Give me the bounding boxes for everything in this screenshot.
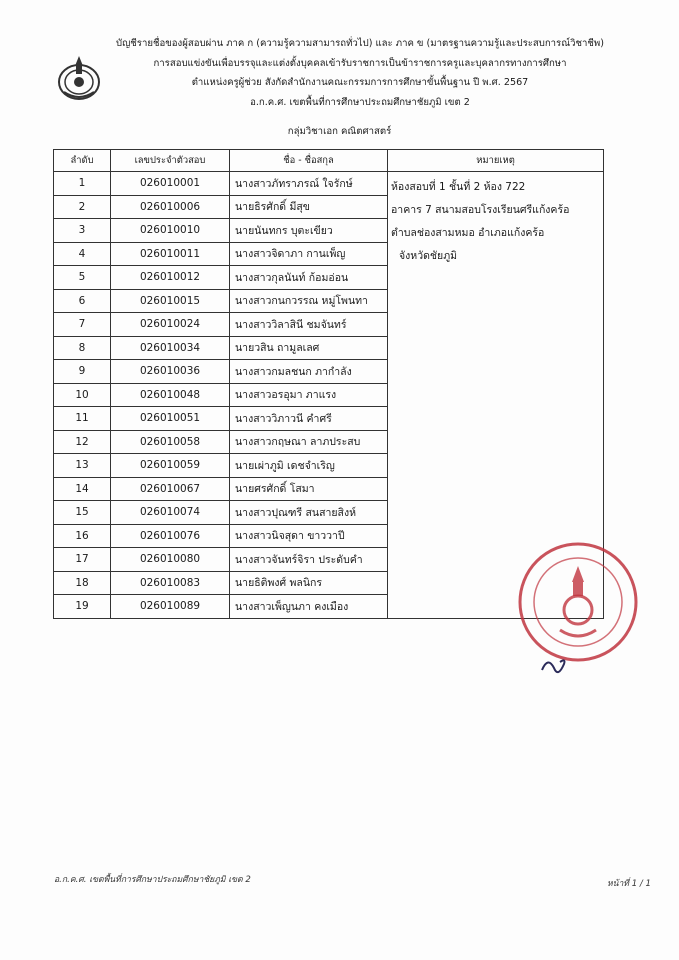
- row-name: นายธิติพงศ์ พลนิกร: [230, 571, 388, 595]
- row-exam-id: 026010006: [111, 195, 230, 219]
- row-name: นางสาวอรอุมา ภาแรง: [230, 383, 388, 407]
- table-row: [54, 430, 604, 454]
- row-exam-id: 026010034: [111, 336, 230, 360]
- row-remark: [388, 430, 604, 454]
- table-row: [54, 313, 604, 337]
- row-remark: [388, 407, 604, 431]
- row-order: 18: [54, 571, 111, 595]
- row-exam-id: 026010011: [111, 242, 230, 266]
- row-remark: [388, 454, 604, 478]
- row-name: นางสาวจิดาภา กานเพ็ญ: [230, 242, 388, 266]
- row-order: 9: [54, 360, 111, 384]
- row-remark: [388, 336, 604, 360]
- row-order: 16: [54, 524, 111, 548]
- table-header-row: [54, 150, 604, 172]
- row-order: 1: [54, 172, 111, 196]
- row-name: นางสาวภัทราภรณ์ ใจรักษ์: [230, 172, 388, 196]
- row-order: 13: [54, 454, 111, 478]
- row-order: 5: [54, 266, 111, 290]
- official-seal-stamp-icon: [512, 538, 652, 688]
- table-row: [54, 477, 604, 501]
- row-order: 15: [54, 501, 111, 525]
- row-name: นางสาวกนกวรรณ หมู่โพนทา: [230, 289, 388, 313]
- remark-line-2: อาคาร 7 สนามสอบโรงเรียนศรีแก้งคร้อ: [391, 204, 570, 216]
- row-exam-id: 026010051: [111, 407, 230, 431]
- row-exam-id: 026010036: [111, 360, 230, 384]
- header-line-3: ตำแหน่งครูผู้ช่วย สังกัดสำนักงานคณะกรรมการการศึกษาขั้นพื้นฐาน ปี พ.ศ. 2567: [191, 77, 529, 88]
- row-exam-id: 026010083: [111, 571, 230, 595]
- footer-office: อ.ก.ค.ศ. เขตพื้นที่การศึกษาประถมศึกษาชัยภูมิ เขต 2: [54, 875, 251, 885]
- row-exam-id: 026010089: [111, 595, 230, 619]
- row-order: 2: [54, 195, 111, 219]
- table-row: [54, 454, 604, 478]
- row-exam-id: 026010012: [111, 266, 230, 290]
- header-name: ชื่อ - ชื่อสกุล: [230, 150, 388, 172]
- remark-line-1: ห้องสอบที่ 1 ชั้นที่ 2 ห้อง 722: [391, 181, 526, 193]
- ministry-emblem-icon: [56, 52, 102, 102]
- header-line-1: บัญชีรายชื่อของผู้สอบผ่าน ภาค ก (ความรู้ความสามารถทั่วไป) และ ภาค ข (มาตรฐานความรู้และประสบการณ์วิชาชีพ): [116, 38, 604, 49]
- row-remark: [388, 313, 604, 337]
- row-order: 6: [54, 289, 111, 313]
- row-exam-id: 026010080: [111, 548, 230, 572]
- row-name: นายศรศักดิ์ โสมา: [230, 477, 388, 501]
- row-name: นางสาวกมลชนก ภากำลัง: [230, 360, 388, 384]
- row-order: 11: [54, 407, 111, 431]
- row-order: 17: [54, 548, 111, 572]
- row-order: 8: [54, 336, 111, 360]
- row-exam-id: 026010015: [111, 289, 230, 313]
- remark-line-3: ตำบลช่องสามหมอ อำเภอแก้งคร้อ: [391, 227, 545, 239]
- footer-page-number: หน้าที่ 1 / 1: [606, 879, 651, 889]
- row-order: 3: [54, 219, 111, 243]
- row-remark: [388, 360, 604, 384]
- remark-text: [391, 176, 569, 268]
- row-exam-id: 026010067: [111, 477, 230, 501]
- row-exam-id: 026010076: [111, 524, 230, 548]
- remark-line-4: จังหวัดชัยภูมิ: [399, 250, 458, 262]
- row-name: นายเผ่าภูมิ เดชจำเริญ: [230, 454, 388, 478]
- row-name: นางสาวกฤษณา ลาภประสบ: [230, 430, 388, 454]
- table-row: [54, 383, 604, 407]
- row-name: นางสาวปุณฑรี สนสายสิงห์: [230, 501, 388, 525]
- row-name: นางสาววิภาวนี คำศรี: [230, 407, 388, 431]
- document-header: [100, 34, 620, 112]
- row-name: นางสาวกุลนันท์ ก้อมอ่อน: [230, 266, 388, 290]
- row-exam-id: 026010074: [111, 501, 230, 525]
- row-exam-id: 026010048: [111, 383, 230, 407]
- row-name: นายนันทกร บุตะเขียว: [230, 219, 388, 243]
- row-order: 14: [54, 477, 111, 501]
- table-row: [54, 501, 604, 525]
- row-name: นายวสิน ถามูลเลศ: [230, 336, 388, 360]
- row-order: 12: [54, 430, 111, 454]
- header-order: ลำดับ: [54, 150, 111, 172]
- row-order: 10: [54, 383, 111, 407]
- row-exam-id: 026010024: [111, 313, 230, 337]
- row-exam-id: 026010059: [111, 454, 230, 478]
- row-name: นางสาวจันทร์จิรา ประดับคำ: [230, 548, 388, 572]
- row-order: 19: [54, 595, 111, 619]
- row-exam-id: 026010058: [111, 430, 230, 454]
- row-remark: [388, 501, 604, 525]
- row-remark: [388, 289, 604, 313]
- table-row: [54, 289, 604, 313]
- header-exam-id: เลขประจำตัวสอบ: [111, 150, 230, 172]
- header-remark: หมายเหตุ: [388, 150, 604, 172]
- row-remark: [388, 477, 604, 501]
- header-line-4: อ.ก.ค.ศ. เขตพื้นที่การศึกษาประถมศึกษาชัยภูมิ เขต 2: [250, 96, 470, 108]
- table-row: [54, 360, 604, 384]
- row-order: 4: [54, 242, 111, 266]
- row-remark: [388, 383, 604, 407]
- table-row: [54, 336, 604, 360]
- table-row: [54, 266, 604, 290]
- row-name: นายธิรศักดิ์ มีสุข: [230, 195, 388, 219]
- row-exam-id: 026010001: [111, 172, 230, 196]
- row-name: นางสาววิลาสินี ชมจันทร์: [230, 313, 388, 337]
- row-name: นางสาวเพ็ญนภา คงเมือง: [230, 595, 388, 619]
- row-remark: [388, 266, 604, 290]
- table-row: [54, 407, 604, 431]
- row-exam-id: 026010010: [111, 219, 230, 243]
- row-name: นางสาวนิจสุดา ขาววาปี: [230, 524, 388, 548]
- header-line-2: การสอบแข่งขันเพื่อบรรจุและแต่งตั้งบุคคลเข้ารับราชการเป็นข้าราชการครูและบุคลากรทางการศึกษา: [153, 57, 567, 69]
- subject-group-label: กลุ่มวิชาเอก คณิตศาสตร์: [287, 126, 392, 137]
- row-order: 7: [54, 313, 111, 337]
